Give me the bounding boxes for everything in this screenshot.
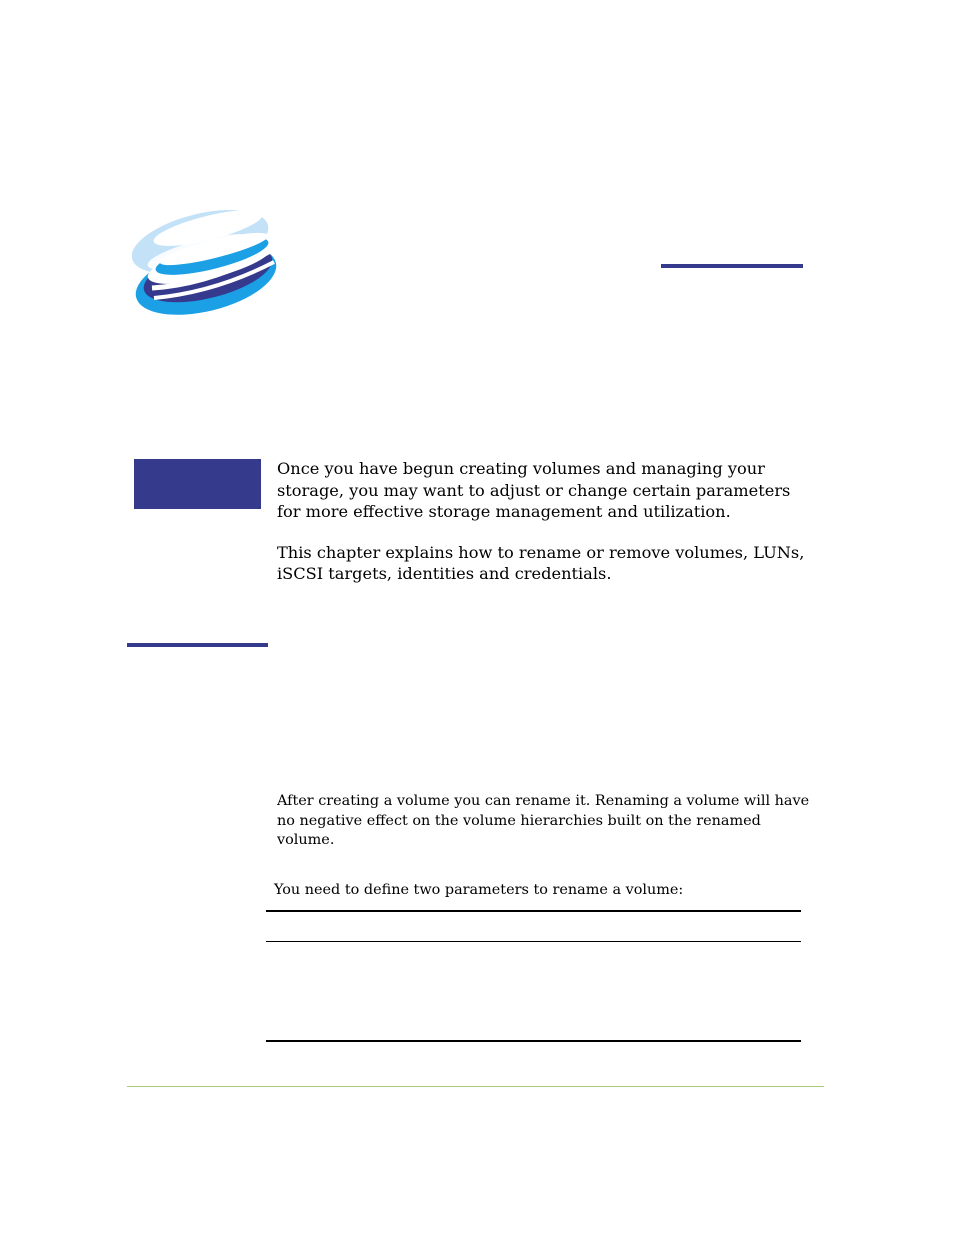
storage-logo-icon: [132, 192, 282, 322]
intro-paragraph-2: This chapter explains how to rename or remove volumes, LUNs, iSCSI targets, identities and credentials.: [277, 542, 805, 583]
table-bottom-rule: [266, 1040, 801, 1042]
section-heading-rule: [127, 643, 268, 647]
chapter-intro: [277, 458, 817, 604]
chapter-side-block: [134, 459, 261, 509]
table-header-rule: [266, 941, 801, 942]
footer-rule: [127, 1086, 824, 1087]
intro-paragraph-1: Once you have begun creating volumes and managing your storage, you may want to adjust or change certain parameters for more effective storage management and utilization.: [277, 459, 791, 521]
chapter-title-rule: [661, 264, 803, 268]
table-intro-text: You need to define two parameters to rename a volume:: [274, 882, 684, 898]
rename-volume-paragraph: After creating a volume you can rename it. Renaming a volume will have no negative effect on the volume hierarchies built on the renamed volume.: [277, 793, 810, 848]
table-top-rule: [266, 910, 801, 912]
